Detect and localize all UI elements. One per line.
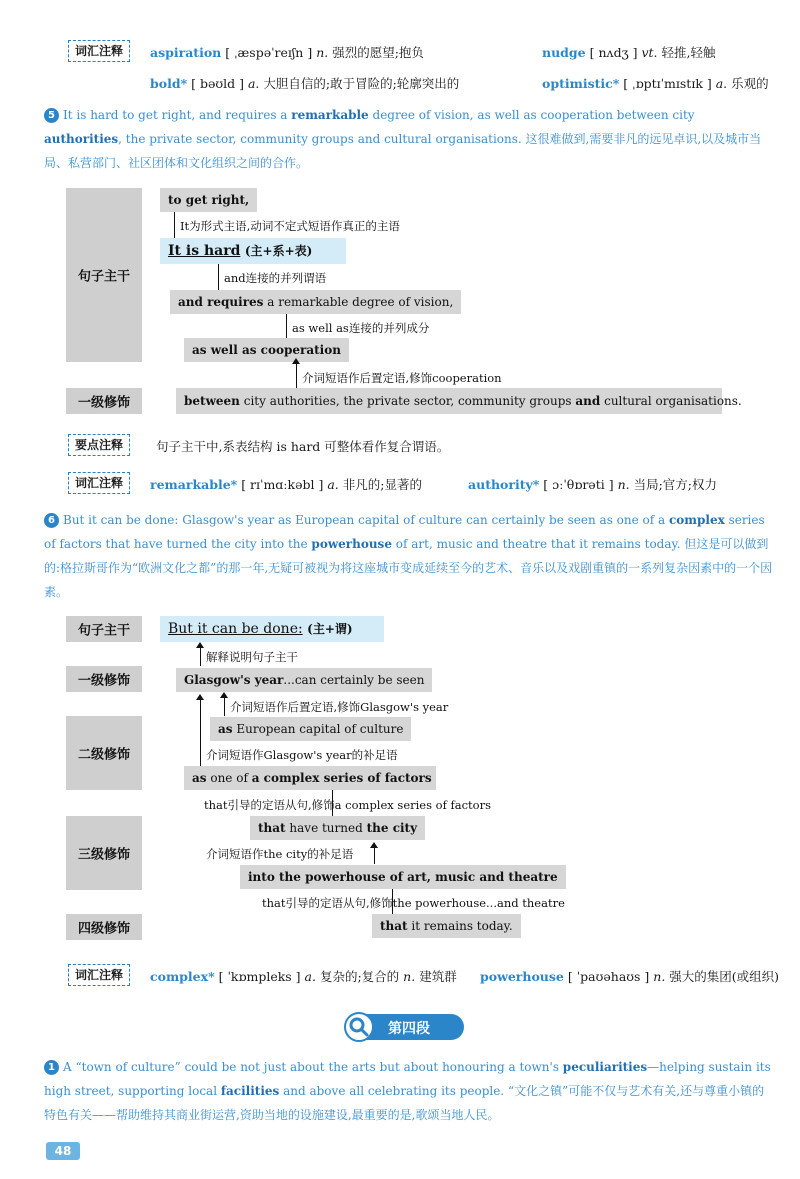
diagram-bar: that have turned the city bbox=[250, 816, 425, 840]
connector-line bbox=[174, 212, 175, 238]
label-main-clause: 句子主干 bbox=[66, 188, 142, 362]
connector-line bbox=[218, 264, 219, 290]
vocab-tag: 词汇注释 bbox=[68, 472, 130, 494]
page-number: 48 bbox=[46, 1142, 80, 1160]
arrow bbox=[374, 848, 375, 864]
diagram-bar: between city authorities, the private sector, community groups and cultural organisations. bbox=[176, 388, 722, 414]
paragraph-number: 1 bbox=[44, 1060, 59, 1075]
diagram-note: 介词短语作the city的补足语 bbox=[206, 847, 354, 861]
paragraph-number: 6 bbox=[44, 513, 59, 528]
connector-line bbox=[286, 314, 287, 338]
vocab-tag: 词汇注释 bbox=[68, 40, 130, 62]
diagram-note: 介词短语作后置定语,修饰cooperation bbox=[302, 371, 502, 385]
diagram-note: as well as连接的并列成分 bbox=[292, 321, 430, 335]
label-main-clause: 句子主干 bbox=[66, 616, 142, 642]
diagram-note: 介词短语作Glasgow's year的补足语 bbox=[206, 748, 398, 762]
diagram-bar: that it remains today. bbox=[372, 914, 521, 938]
vocab-entry: bold* [ bəʊld ] a. 大胆自信的;敢于冒险的;轮廓突出的 bbox=[150, 76, 460, 91]
label-modifier-2: 二级修饰 bbox=[66, 716, 142, 790]
diagram-bar: as well as cooperation bbox=[184, 338, 349, 362]
diagram-bar: to get right, bbox=[160, 188, 257, 212]
vocab-entry: authority* [ ɔːˈθɒrəti ] n. 当局;官方;权力 bbox=[468, 477, 718, 492]
diagram-bar: Glasgow's year...can certainly be seen bbox=[176, 668, 432, 692]
diagram-bar-main: But it can be done: (主+谓) bbox=[160, 616, 384, 642]
diagram-note: 解释说明句子主干 bbox=[206, 650, 298, 664]
label-modifier-1: 一级修饰 bbox=[66, 666, 142, 692]
diagram-note: It为形式主语,动词不定式短语作真正的主语 bbox=[180, 219, 400, 233]
arrow bbox=[200, 648, 201, 666]
vocab-entry: complex* [ ˈkɒmpleks ] a. 复杂的;复合的 n. 建筑群 bbox=[150, 969, 457, 984]
arrow bbox=[200, 700, 201, 766]
search-icon bbox=[344, 1012, 374, 1042]
arrow bbox=[224, 698, 225, 716]
paragraph-1: 1 A “town of culture” could be not just about the arts but about honouring a town's peculiarities—helping sustain its high street, supporting local facilities and above all celebrating its people. “文化之镇”可能不仅与艺术有关,还与尊重小镇的特色有关——帮助维持其商业街运营,资助当地的设施建设,最重要的是,歌颂当地人民。 bbox=[44, 1060, 771, 1122]
vocab-tag: 词汇注释 bbox=[68, 964, 130, 986]
diagram-bar: into the powerhouse of art, music and theatre bbox=[240, 865, 566, 889]
keypoint-text: 句子主干中,系表结构 is hard 可整体看作复合谓语。 bbox=[156, 439, 450, 454]
paragraph-number: 5 bbox=[44, 108, 59, 123]
paragraph-6: 6 But it can be done: Glasgow's year as European capital of culture can certainly be seen as one of a complex series of factors that have turned the city into the powerhouse of art, music and theatre that it remains today. 但这是可以做到的:格拉斯哥作为“欧洲文化之都”的那一年,无疑可被视为将这座城市变成延续至今的艺术、音乐以及戏剧重镇的一系列复杂因素中的一个因素。 bbox=[44, 513, 773, 599]
diagram-note: 介词短语作后置定语,修饰Glasgow's year bbox=[230, 700, 449, 714]
diagram-bar: as European capital of culture bbox=[210, 717, 411, 741]
vocab-entry: powerhouse [ ˈpaʊəhaʊs ] n. 强大的集团(或组织) bbox=[480, 969, 780, 984]
diagram-bar: and requires a remarkable degree of vision, bbox=[170, 290, 461, 314]
label-modifier-4: 四级修饰 bbox=[66, 914, 142, 940]
vocab-entry: aspiration [ ˌæspəˈreɪʃn ] n. 强烈的愿望;抱负 bbox=[150, 45, 424, 60]
keypoint-tag: 要点注释 bbox=[68, 434, 130, 456]
diagram-note: and连接的并列谓语 bbox=[224, 271, 327, 285]
label-modifier-1: 一级修饰 bbox=[66, 388, 142, 414]
diagram-note: that引导的定语从句,修饰the powerhouse...and theatre bbox=[262, 896, 565, 910]
arrow bbox=[296, 364, 297, 388]
diagram-note: that引导的定语从句,修饰a complex series of factors bbox=[204, 798, 492, 812]
section-heading bbox=[346, 1014, 464, 1040]
vocab-entry: optimistic* [ ˌɒptɪˈmɪstɪk ] a. 乐观的 bbox=[542, 76, 769, 91]
diagram-bar-main: It is hard (主+系+表) bbox=[160, 238, 346, 264]
section-title: 第四段 bbox=[388, 1021, 430, 1037]
diagram-bar: as one of a complex series of factors bbox=[184, 766, 436, 790]
vocab-entry: remarkable* [ rɪˈmɑːkəbl ] a. 非凡的;显著的 bbox=[150, 477, 422, 492]
label-modifier-3: 三级修饰 bbox=[66, 816, 142, 890]
vocab-entry: nudge [ nʌdʒ ] vt. 轻推,轻触 bbox=[542, 45, 716, 60]
paragraph-5: 5 It is hard to get right, and requires a remarkable degree of vision, as well as cooperation between city authorities, the private sector, community groups and cultural organisations. 这很难做到,需要非凡的远见卓识,以及城市当局、私营部门、社区团体和文化组织之间的合作。 bbox=[44, 108, 762, 170]
